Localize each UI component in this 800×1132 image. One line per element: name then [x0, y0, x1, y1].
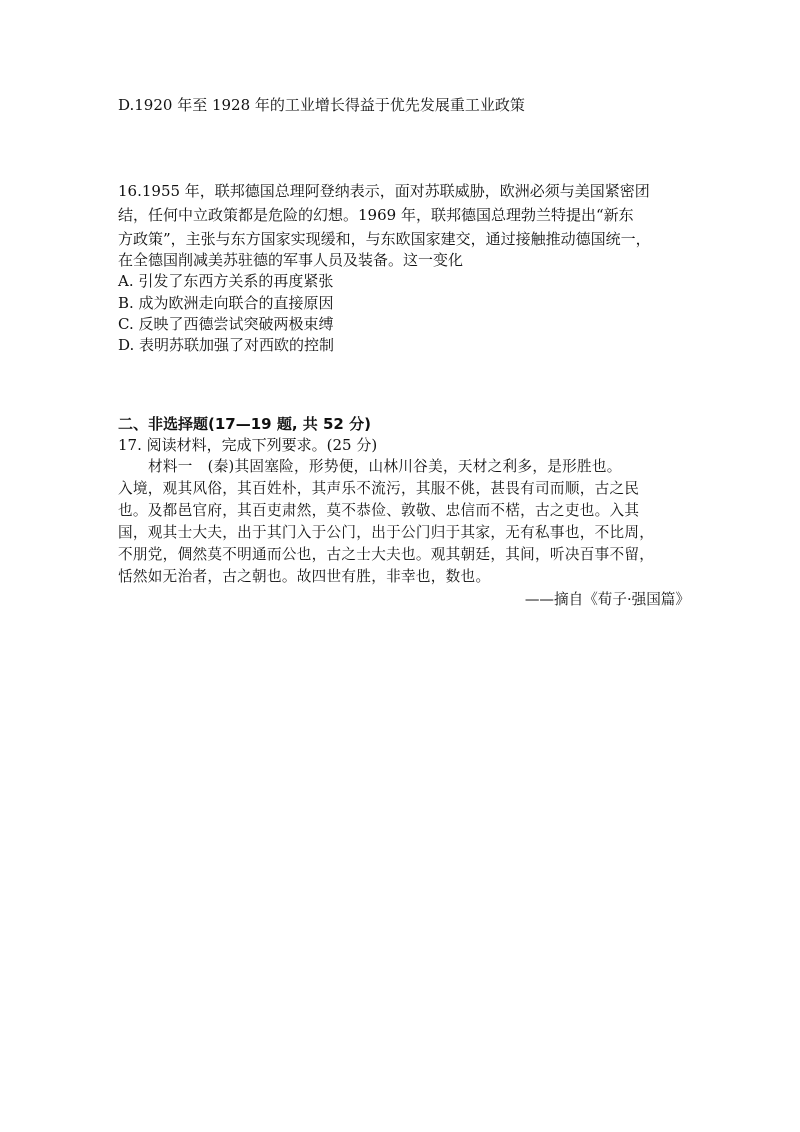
q16-option-a: A. 引发了东西方关系的再度紧张: [118, 272, 334, 290]
material-1-line-2: 入境，观其风俗，其百姓朴，其声乐不流污，其服不佻，甚畏有司而顺，古之民: [118, 480, 640, 497]
q16-stem-line-4: 在全德国削减美苏驻德的军事人员及装备。这一变化: [118, 251, 464, 269]
section-2-title: 二、非选择题(17—19 题, 共 52 分): [118, 415, 371, 433]
q16-option-c: C. 反映了西德尝试突破两极束缚: [118, 315, 334, 333]
q16-option-b: B. 成为欧洲走向联合的直接原因: [118, 294, 334, 312]
material-1-source: ——摘自《荀子·强国篇》: [524, 591, 690, 608]
material-1-line-4: 国，观其士大夫，出于其门入于公门，出于公门归于其家，无有私事也，不比周，: [118, 524, 655, 541]
material-1-line-3: 也。及都邑官府，其百吏肃然，莫不恭俭、敦敬、忠信而不楛，古之吏也。入其: [118, 502, 640, 519]
material-1-line-1: 材料一 (秦)其固塞险，形势便，山林川谷美，天材之利多，是形胜也。: [148, 458, 622, 475]
q17-stem: 17. 阅读材料，完成下列要求。(25 分): [118, 436, 378, 454]
q16-option-d: D. 表明苏联加强了对西欧的控制: [118, 336, 335, 354]
q16-stem-line-1: 16.1955 年，联邦德国总理阿登纳表示，面对苏联威胁，欧洲必须与美国紧密团: [118, 182, 650, 200]
q16-stem-line-2: 结，任何中立政策都是危险的幻想。1969 年，联邦德国总理勃兰特提出“新东: [118, 206, 634, 224]
material-1-line-6: 恬然如无治者，古之朝也。故四世有胜，非幸也，数也。: [118, 568, 491, 585]
material-1-line-5: 不朋党，倜然莫不明通而公也，古之士大夫也。观其朝廷，其间，听决百事不留，: [118, 546, 655, 563]
q15-option-d: D.1920 年至 1928 年的工业增长得益于优先发展重工业政策: [118, 96, 525, 114]
q16-stem-line-3: 方政策”，主张与东方国家实现缓和，与东欧国家建交，通过接触推动德国统一，: [118, 230, 651, 248]
